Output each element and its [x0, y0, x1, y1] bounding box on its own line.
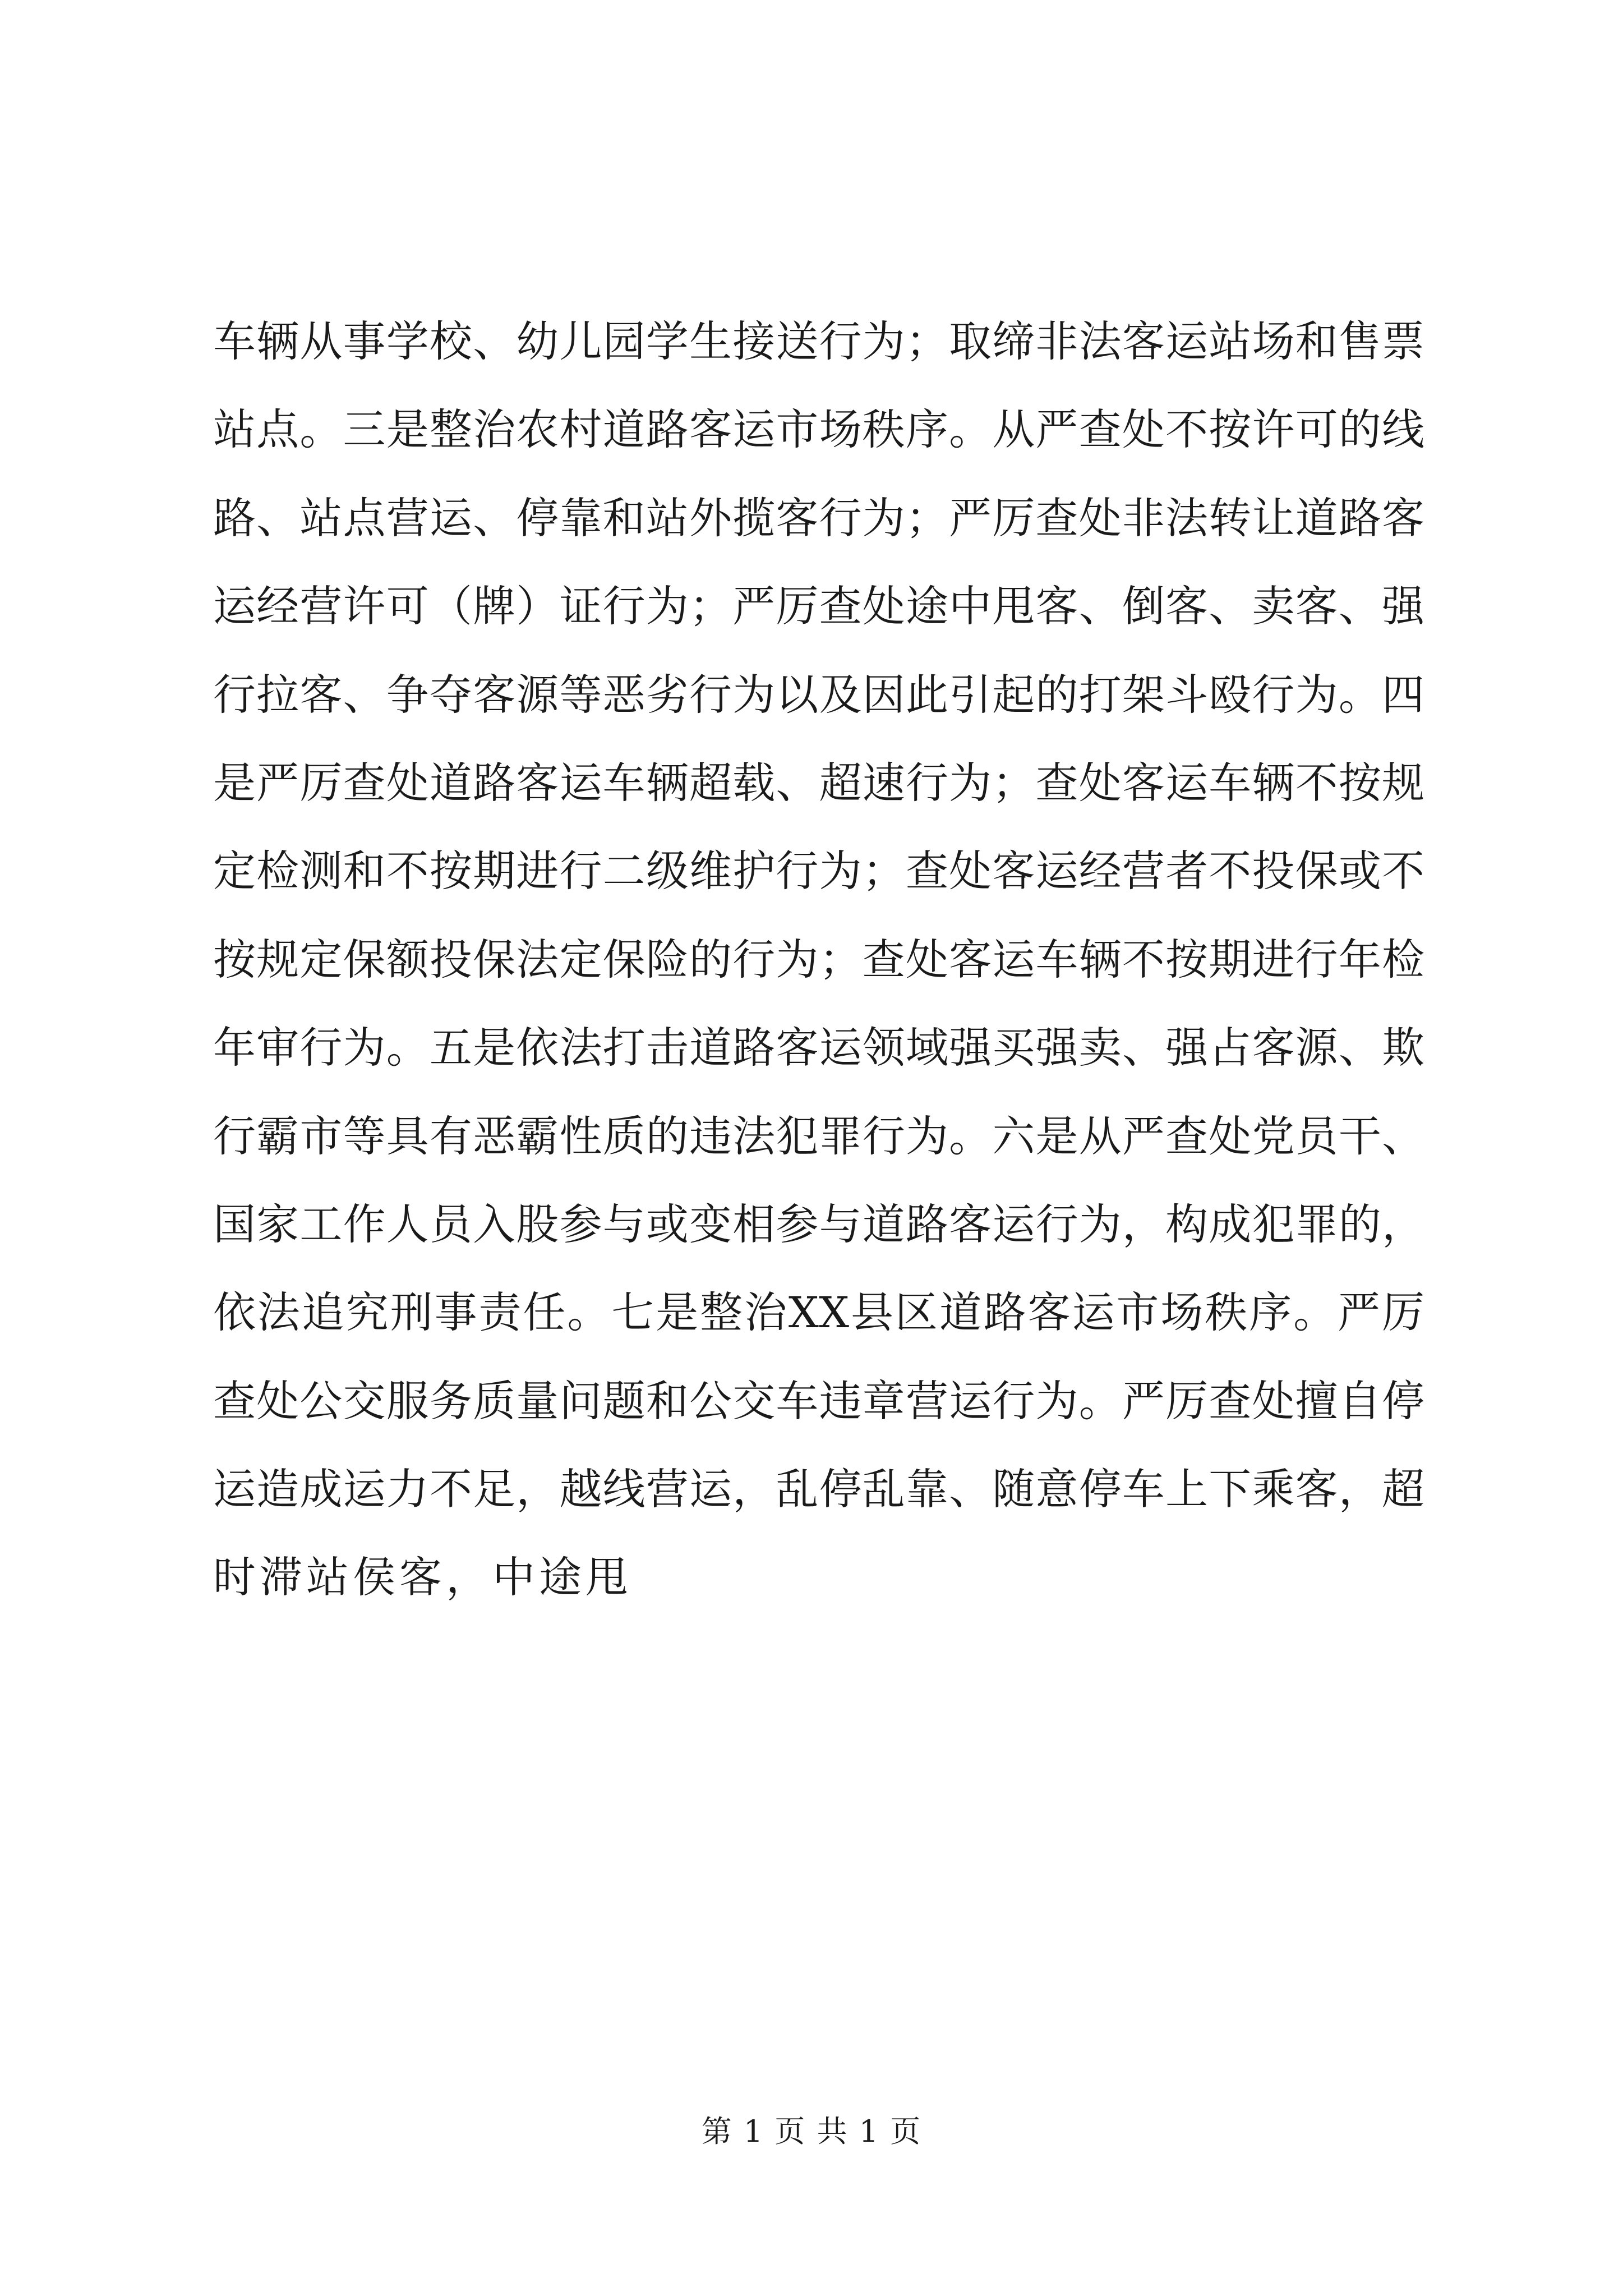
- body-text: [213, 297, 1424, 1622]
- page-number-footer: 第 1 页 共 1 页: [701, 2114, 922, 2149]
- text-line: 年审行为。五是依法打击道路客运领域强买强卖、强占客源、欺: [213, 1023, 1424, 1073]
- text-line: 车辆从事学校、幼儿园学生接送行为；取缔非法客运站场和售票: [213, 316, 1424, 366]
- text-line: 是严厉查处道路客运车辆超载、超速行为；查处客运车辆不按规: [213, 757, 1424, 808]
- text-line: 行拉客、争夺客源等恶劣行为以及因此引起的打架斗殴行为。四: [213, 669, 1424, 720]
- text-line: 运经营许可（牌）证行为；严厉查处途中甩客、倒客、卖客、强: [213, 581, 1424, 632]
- text-line: 定检测和不按期进行二级维护行为；查处客运经营者不投保或不: [213, 846, 1424, 896]
- text-line: 依法追究刑事责任。七是整治XX县区道路客运市场秩序。严厉: [213, 1287, 1424, 1338]
- text-line: 查处公交服务质量问题和公交车违章营运行为。严厉查处擅自停: [213, 1375, 1424, 1426]
- text-line: 行霸市等具有恶霸性质的违法犯罪行为。六是从严查处党员干、: [213, 1111, 1424, 1161]
- text-line-last: 时滞站侯客，中途甩: [213, 1552, 632, 1603]
- text-line: 按规定保额投保法定保险的行为；查处客运车辆不按期进行年检: [213, 934, 1424, 984]
- text-line: 国家工作人员入股参与或变相参与道路客运行为，构成犯罪的，: [213, 1199, 1424, 1249]
- text-line: 路、站点营运、停靠和站外揽客行为；严厉查处非法转让道路客: [213, 493, 1424, 543]
- text-line: 运造成运力不足，越线营运，乱停乱靠、随意停车上下乘客，超: [213, 1464, 1424, 1515]
- text-line: 站点。三是整治农村道路客运市场秩序。从严查处不按许可的线: [213, 404, 1424, 455]
